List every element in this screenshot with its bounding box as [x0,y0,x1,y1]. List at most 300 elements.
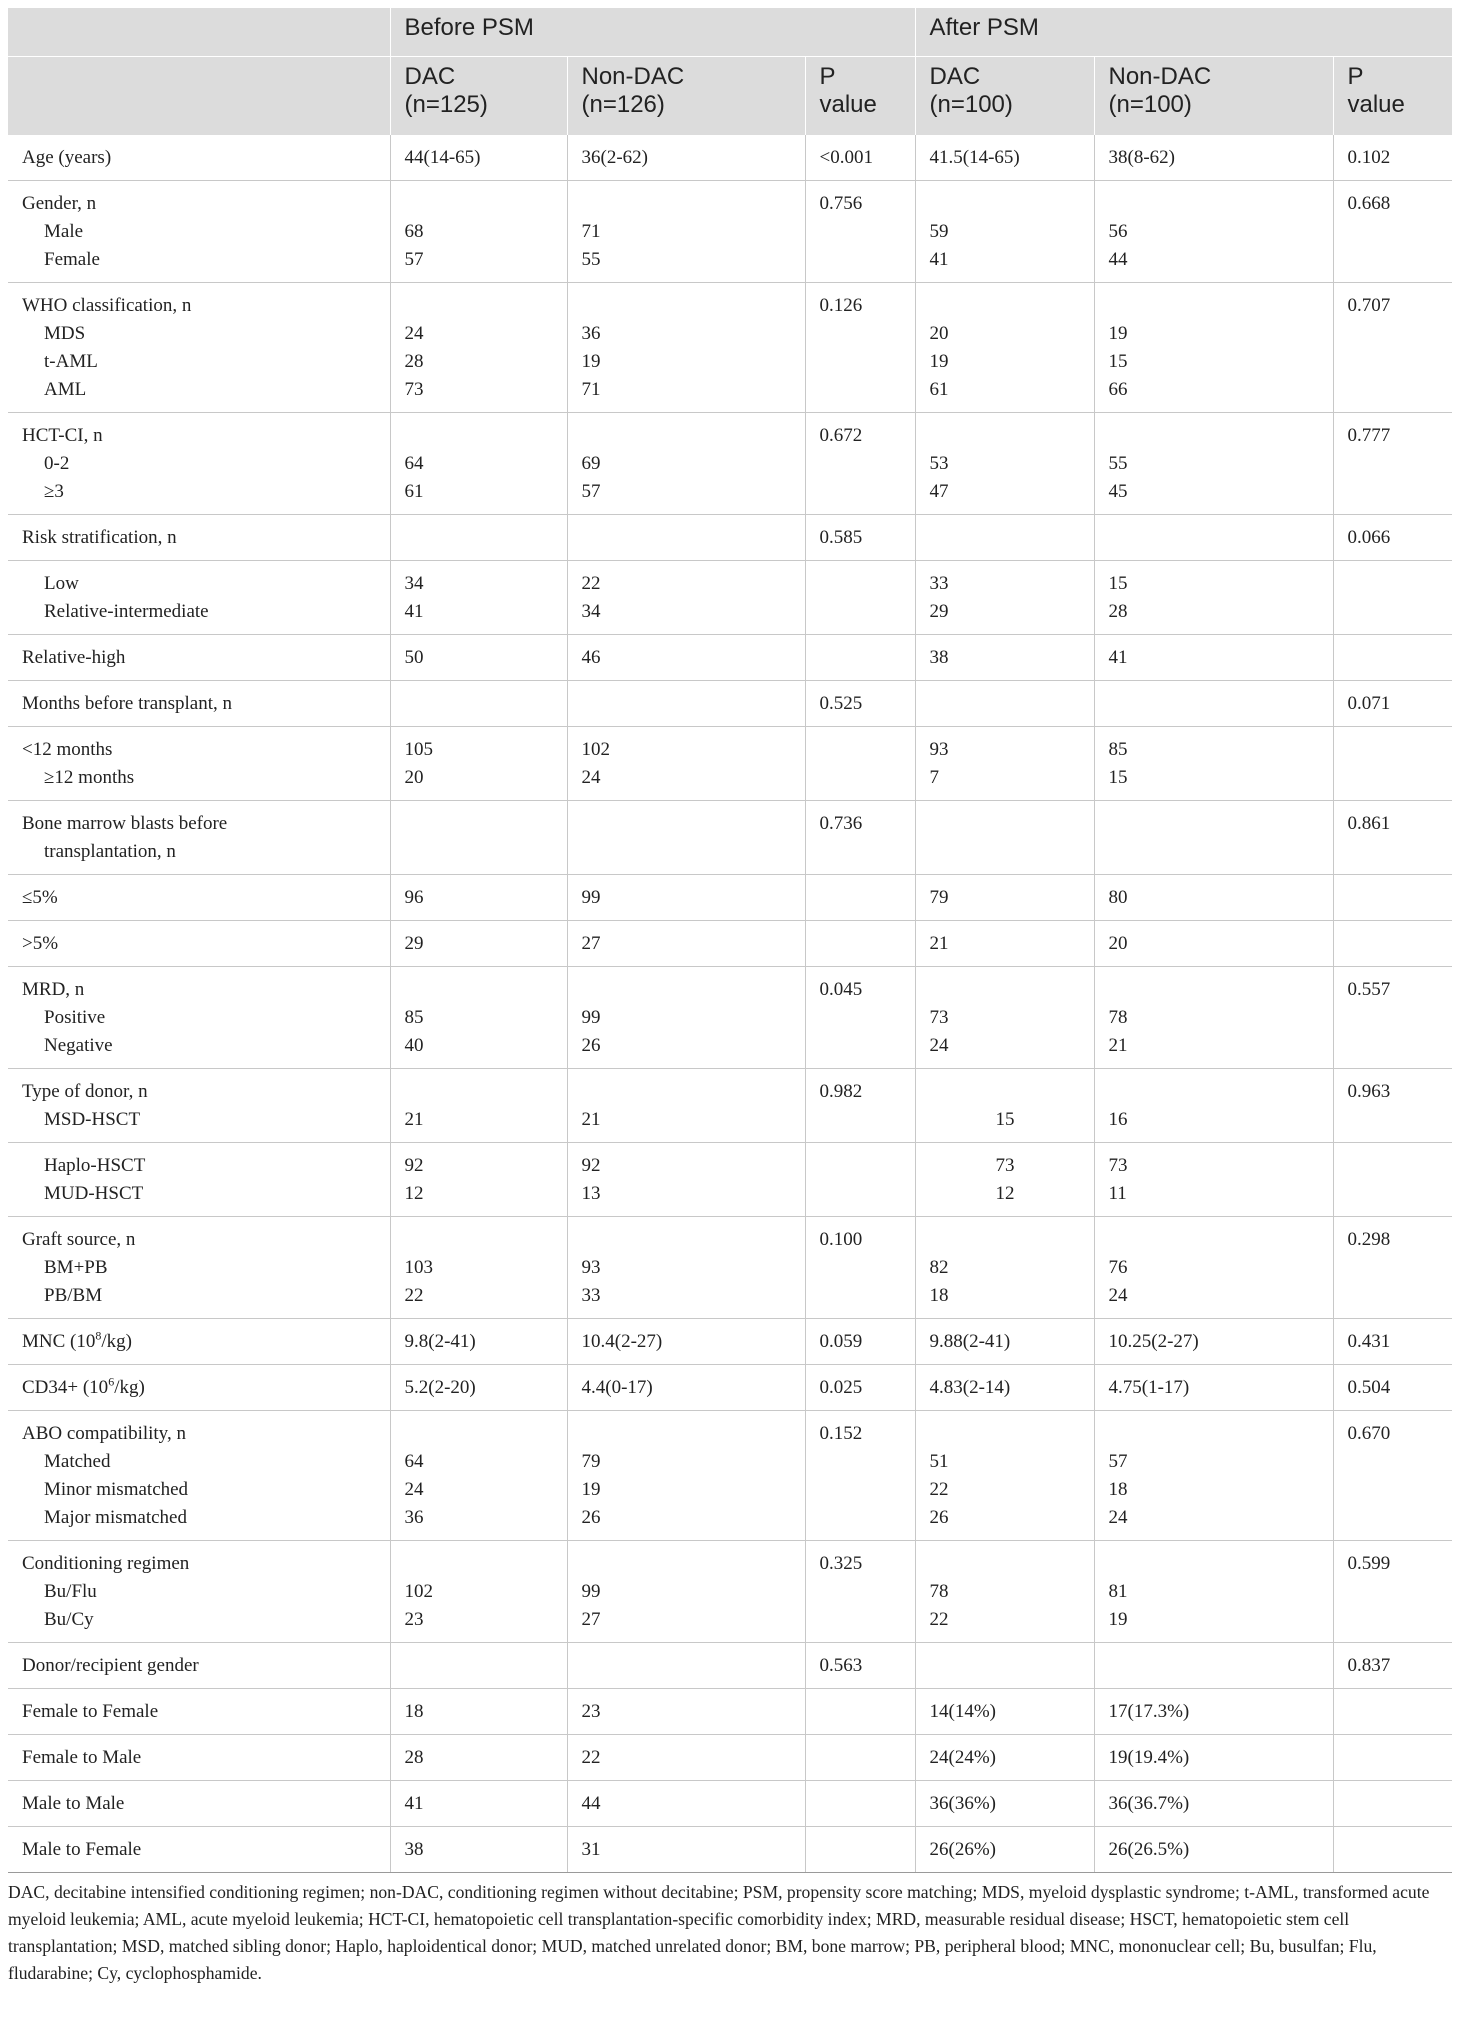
cell-value: 24 [1108,1285,1128,1306]
row-label-text: ≤5% [22,887,58,908]
cell-value [1348,644,1439,672]
cell-value: 5.2(2-20) [404,1377,476,1398]
value-cell-c3 [805,1411,915,1541]
cell-value [405,810,553,838]
cell-value: 78 [929,1581,949,1602]
cell-value [820,1744,901,1772]
value-cell-c5 [1094,515,1333,561]
value-cell-c1 [390,283,567,413]
cell-value: 82 [929,1257,949,1278]
cell-value: 19 [929,351,949,372]
cell-value: 73 [929,1007,949,1028]
value-cell-c6 [1333,681,1452,727]
row-label [8,1143,390,1217]
cell-value [1109,1652,1319,1680]
cell-value: 73 [1108,1155,1128,1176]
cell-value: 14(14%) [929,1701,996,1722]
row-sublabel: BM+PB [44,1257,108,1278]
cell-value: 10.4(2-27) [581,1331,663,1352]
table-row [8,135,1452,181]
row-label-text: Conditioning regimen [22,1553,190,1574]
cell-value: 45 [1108,481,1128,502]
cell-value: 81 [1108,1581,1128,1602]
cell-value: 24 [1108,1507,1128,1528]
cell-value: 61 [929,379,949,400]
cell-value: 31 [581,1839,601,1860]
cell-value [405,292,553,320]
cell-value: 19(19.4%) [1108,1747,1190,1768]
cell-value: 0.599 [1347,1553,1391,1574]
row-label [8,515,390,561]
cell-value [1109,524,1319,552]
row-sublabel: Positive [44,1007,106,1028]
value-cell-c4 [915,561,1094,635]
value-cell-c1 [390,1069,567,1143]
value-cell-c3 [805,681,915,727]
cell-value [930,1078,1080,1106]
value-cell-c4 [915,967,1094,1069]
cell-value: 28 [1108,601,1128,622]
cell-value: 0.756 [819,193,863,214]
row-label [8,1217,390,1319]
header-after-nondac [1094,57,1333,136]
value-cell-c3 [805,1217,915,1319]
value-cell-c3 [805,1319,915,1365]
value-cell-c5 [1094,1643,1333,1689]
cell-value [1109,1078,1319,1106]
value-cell-c1 [390,1217,567,1319]
cell-value: 93 [581,1257,601,1278]
value-cell-c2 [567,921,805,967]
cell-value [930,976,1080,1004]
row-label-text: MRD, n [22,979,85,1000]
cell-value: 26 [581,1035,601,1056]
cell-value [1348,884,1439,912]
header-nondac-label: Non-DAC [1108,63,1212,90]
cell-value [582,1226,791,1254]
cell-value [582,976,791,1004]
value-cell-c4 [915,135,1094,181]
value-cell-c1 [390,135,567,181]
row-sublabel: PB/BM [44,1285,103,1306]
cell-value: 7 [929,767,939,788]
value-cell-c5 [1094,561,1333,635]
value-cell-c2 [567,1411,805,1541]
cell-value [1109,1550,1319,1578]
cell-value: 102 [581,739,610,760]
value-cell-c3 [805,413,915,515]
value-cell-c6 [1333,1643,1452,1689]
cell-value: 18 [404,1701,424,1722]
row-sublabel: AML [44,379,87,400]
cell-value: 0.557 [1347,979,1391,1000]
value-cell-c1 [390,515,567,561]
cell-value: 78 [1108,1007,1128,1028]
cell-value [1348,930,1439,958]
value-cell-c3 [805,1143,915,1217]
row-label [8,921,390,967]
row-label [8,283,390,413]
header-blank [8,8,390,57]
value-cell-c5 [1094,1541,1333,1643]
value-cell-c2 [567,1365,805,1411]
cell-value [1109,1226,1319,1254]
value-cell-c3 [805,1827,915,1873]
row-label-text: Donor/recipient gender [22,1655,199,1676]
row-sublabel: Male [44,221,84,242]
value-cell-c6 [1333,515,1452,561]
value-cell-c4 [915,801,1094,875]
value-cell-c5 [1094,181,1333,283]
cell-value: 20 [1108,933,1128,954]
value-cell-c5 [1094,1217,1333,1319]
cell-value: 44 [581,1793,601,1814]
row-label-text: /kg) [114,1377,145,1398]
cell-value: 47 [929,481,949,502]
cell-value [930,810,1080,838]
value-cell-c4 [915,1319,1094,1365]
value-cell-c5 [1094,875,1333,921]
cell-value [405,1652,553,1680]
value-cell-c2 [567,681,805,727]
value-cell-c6 [1333,967,1452,1069]
value-cell-c4 [915,1217,1094,1319]
row-label [8,1365,390,1411]
value-cell-c2 [567,1069,805,1143]
cell-value: 22 [581,573,601,594]
cell-value: 44 [1108,249,1128,270]
value-cell-c1 [390,875,567,921]
cell-value: 34 [404,573,424,594]
row-label-text: Relative-high [22,647,126,668]
value-cell-c5 [1094,1411,1333,1541]
value-cell-c5 [1094,1319,1333,1365]
value-cell-c6 [1333,921,1452,967]
header-after-dac [915,57,1094,136]
value-cell-c5 [1094,1827,1333,1873]
header-before-nondac [567,57,805,136]
cell-value [820,736,901,764]
cell-value: 0.963 [1347,1081,1391,1102]
value-cell-c1 [390,801,567,875]
row-sublabel: Haplo-HSCT [44,1155,146,1176]
row-label [8,181,390,283]
cell-value: 92 [404,1155,424,1176]
table-row [8,1069,1452,1143]
value-cell-c4 [915,727,1094,801]
value-cell-c4 [915,413,1094,515]
table-row [8,681,1452,727]
cell-value: 29 [404,933,424,954]
value-cell-c1 [390,967,567,1069]
cell-value [405,190,553,218]
cell-value [1109,976,1319,1004]
cell-value: <0.001 [819,147,873,168]
row-label [8,967,390,1069]
table-row [8,635,1452,681]
value-cell-c4 [915,1365,1094,1411]
cell-value: 0.059 [819,1331,863,1352]
cell-value: 38 [929,647,949,668]
value-cell-c2 [567,135,805,181]
cell-value [820,1836,901,1864]
header-after-pvalue [1333,57,1452,136]
row-sublabel: MSD-HSCT [44,1109,141,1130]
value-cell-c1 [390,1689,567,1735]
cell-value: 50 [404,647,424,668]
cell-value: 36(2-62) [581,147,648,168]
cell-value: 92 [581,1155,601,1176]
value-cell-c2 [567,1143,805,1217]
row-label [8,875,390,921]
value-cell-c1 [390,1735,567,1781]
table-row [8,1217,1452,1319]
value-cell-c6 [1333,727,1452,801]
cell-value: 79 [581,1451,601,1472]
cell-value [405,524,553,552]
value-cell-c5 [1094,413,1333,515]
value-cell-c2 [567,515,805,561]
cell-value [930,690,1080,718]
table-row [8,283,1452,413]
value-cell-c1 [390,413,567,515]
cell-value [820,644,901,672]
value-cell-c4 [915,1143,1094,1217]
value-cell-c1 [390,1827,567,1873]
value-cell-c6 [1333,1069,1452,1143]
cell-value: 56 [1108,221,1128,242]
cell-value: 0.100 [819,1229,863,1250]
value-cell-c4 [915,1827,1094,1873]
value-cell-c5 [1094,283,1333,413]
cell-value: 17(17.3%) [1108,1701,1190,1722]
value-cell-c6 [1333,1781,1452,1827]
cell-value: 4.75(1-17) [1108,1377,1190,1398]
header-before-psm: Before PSM [390,8,915,57]
cell-value [930,1652,1080,1680]
cell-value [582,1420,791,1448]
value-cell-c5 [1094,135,1333,181]
value-cell-c6 [1333,561,1452,635]
value-cell-c6 [1333,1365,1452,1411]
value-cell-c5 [1094,1781,1333,1827]
table-row [8,727,1452,801]
cell-value [405,976,553,1004]
table-row [8,1643,1452,1689]
cell-value: 0.152 [819,1423,863,1444]
cell-value: 12 [404,1183,424,1204]
cell-value [930,422,1080,450]
cell-value: 0.504 [1347,1377,1391,1398]
cell-value: 19 [1108,1609,1128,1630]
cell-value: 21 [581,1109,601,1130]
cell-value: 26 [581,1507,601,1528]
cell-value: 22 [929,1479,949,1500]
cell-value [1109,190,1319,218]
row-sublabel: Matched [44,1451,111,1472]
cell-value [1348,1744,1439,1772]
value-cell-c2 [567,967,805,1069]
value-cell-c3 [805,561,915,635]
row-sublabel: t-AML [44,351,98,372]
table-row [8,1319,1452,1365]
cell-value [930,190,1080,218]
row-label-text: Graft source, n [22,1229,136,1250]
value-cell-c6 [1333,801,1452,875]
value-cell-c2 [567,1689,805,1735]
cell-value [582,422,791,450]
cell-value: 4.4(0-17) [581,1377,653,1398]
value-cell-c4 [915,921,1094,967]
cell-value: 0.102 [1347,147,1391,168]
cell-value: 15 [995,1109,1015,1130]
cell-value: 105 [404,739,433,760]
cell-value: 33 [581,1285,601,1306]
row-label-text: Gender, n [22,193,97,214]
table-footnote: DAC, decitabine intensified conditioning regimen; non-DAC, conditioning regimen without decitabine; PSM, propensity score matching; MDS, myeloid dysplastic syndrome; t-AML, transformed acute myeloid leukemia; AML, acute myeloid leukemia; HCT-CI, hematopoietic cell transplantation-specific comorbidity index; MRD, measurable residual disease; HSCT, hematopoietic stem cell transplantation; MSD, matched sibling donor; Haplo, haploidentical donor; MUD, matched unrelated donor; BM, bone marrow; PB, peripheral blood; MNC, mononuclear cell; Bu, busulfan; Flu, fludarabine; Cy, cyclophosphamide. [8,1882,1430,1983]
cell-value: 0.777 [1347,425,1391,446]
value-cell-c4 [915,875,1094,921]
cell-value: 0.025 [819,1377,863,1398]
row-label-text: Months before transplant, n [22,693,233,714]
baseline-characteristics-table [8,8,1452,1873]
cell-value: 22 [929,1609,949,1630]
cell-value: 21 [404,1109,424,1130]
value-cell-c2 [567,1735,805,1781]
value-cell-c1 [390,561,567,635]
cell-value [582,810,791,838]
cell-value: 16 [1108,1109,1128,1130]
table-row [8,921,1452,967]
row-sublabel: Bu/Flu [44,1581,97,1602]
value-cell-c4 [915,515,1094,561]
cell-value: 36 [404,1507,424,1528]
cell-value [1109,422,1319,450]
value-cell-c5 [1094,1365,1333,1411]
value-cell-c2 [567,413,805,515]
value-cell-c5 [1094,1689,1333,1735]
cell-value: 64 [404,453,424,474]
value-cell-c6 [1333,1827,1452,1873]
cell-value: 38(8-62) [1108,147,1175,168]
value-cell-c3 [805,1735,915,1781]
value-cell-c6 [1333,413,1452,515]
row-sublabel: 0-2 [44,453,70,474]
cell-value: 59 [929,221,949,242]
cell-value: 0.736 [819,813,863,834]
cell-value [1348,570,1439,598]
value-cell-c6 [1333,1319,1452,1365]
row-sublabel: MDS [44,323,86,344]
value-cell-c2 [567,1319,805,1365]
value-cell-c4 [915,1411,1094,1541]
value-cell-c3 [805,967,915,1069]
cell-value [405,690,553,718]
cell-value: 38 [404,1839,424,1860]
cell-value [930,1550,1080,1578]
cell-value [1348,1698,1439,1726]
cell-value: 21 [1108,1035,1128,1056]
cell-value [582,1550,791,1578]
header-value-label: value [1347,91,1405,118]
value-cell-c3 [805,1069,915,1143]
value-cell-c1 [390,1143,567,1217]
value-cell-c6 [1333,875,1452,921]
cell-value: 57 [1108,1451,1128,1472]
row-sublabel: transplantation, n [44,841,176,862]
value-cell-c4 [915,1735,1094,1781]
row-label [8,135,390,181]
cell-value: 0.585 [819,527,863,548]
row-label [8,1689,390,1735]
row-label-text: Male to Female [22,1839,142,1860]
cell-value: 26(26.5%) [1108,1839,1190,1860]
header-nondac-label: Non-DAC [581,63,685,90]
value-cell-c3 [805,515,915,561]
row-label-text: ABO compatibility, n [22,1423,186,1444]
cell-value: 26(26%) [929,1839,996,1860]
table-body [8,135,1452,1873]
cell-value: 0.861 [1347,813,1391,834]
row-sublabel: Low [44,573,79,594]
cell-value [1348,1152,1439,1180]
row-label-text: Age (years) [22,147,112,168]
row-label [8,1827,390,1873]
table-row [8,181,1452,283]
row-label [8,1541,390,1643]
cell-value [1109,690,1319,718]
header-n-label: (n=100) [929,91,1013,118]
cell-value: 0.525 [819,693,863,714]
table-row [8,1689,1452,1735]
header-p-label: P [819,63,836,90]
cell-value: 9.8(2-41) [404,1331,476,1352]
value-cell-c1 [390,635,567,681]
cell-value [930,292,1080,320]
cell-value: 0.325 [819,1553,863,1574]
value-cell-c6 [1333,1411,1452,1541]
cell-value [1109,1420,1319,1448]
value-cell-c5 [1094,681,1333,727]
cell-value: 0.670 [1347,1423,1391,1444]
value-cell-c6 [1333,1735,1452,1781]
cell-value: 0.707 [1347,295,1391,316]
cell-value [405,1078,553,1106]
row-sublabel: MUD-HSCT [44,1183,144,1204]
cell-value [405,1226,553,1254]
row-label [8,727,390,801]
cell-value: 41 [929,249,949,270]
header-n-label: (n=126) [581,91,665,118]
row-label-text: >5% [22,933,59,954]
cell-value [1109,292,1319,320]
row-label-text: Female to Female [22,1701,159,1722]
table-row [8,1411,1452,1541]
value-cell-c5 [1094,1069,1333,1143]
value-cell-c2 [567,1827,805,1873]
table-row [8,875,1452,921]
row-label [8,1069,390,1143]
table-header [8,8,1452,135]
cell-value: 41.5(14-65) [929,147,1020,168]
table-row [8,1781,1452,1827]
cell-value [820,930,901,958]
value-cell-c3 [805,875,915,921]
cell-value: 22 [404,1285,424,1306]
value-cell-c4 [915,1781,1094,1827]
cell-value: 71 [581,379,601,400]
cell-value: 26 [929,1507,949,1528]
